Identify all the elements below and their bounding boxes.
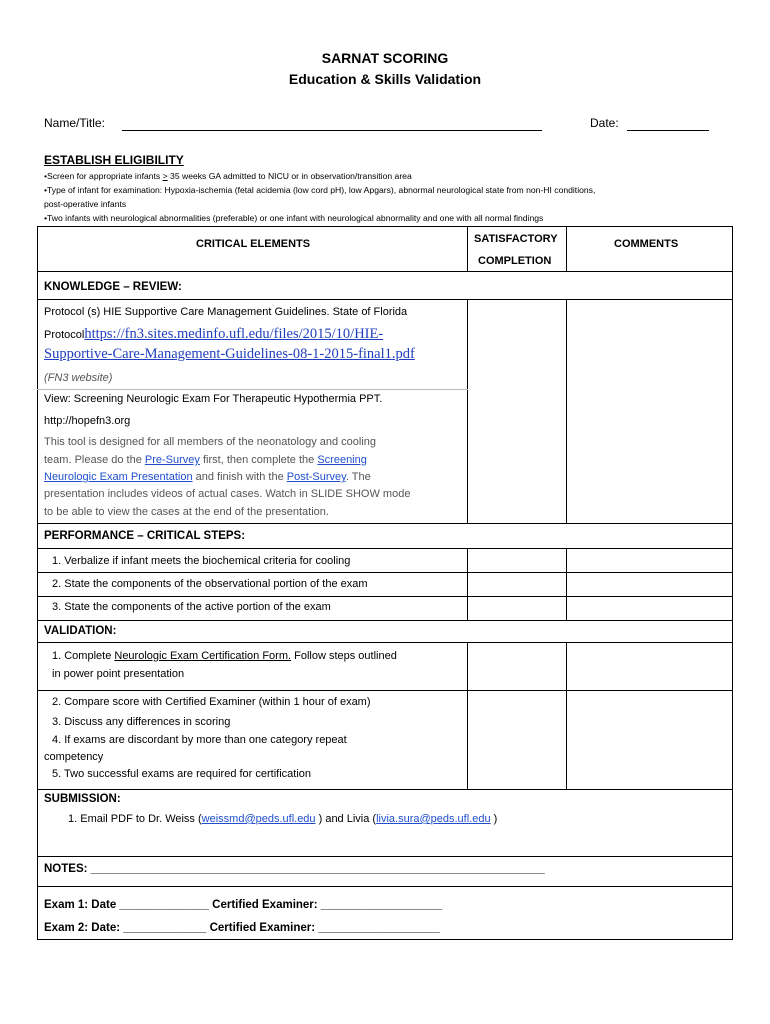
presentation-link[interactable]: Neurologic Exam Presentation: [44, 471, 193, 483]
date-field[interactable]: [627, 117, 709, 131]
view-ppt-line: View: Screening Neurologic Exam For Therapeutic Hypothermia PPT.: [44, 393, 383, 405]
notes-line[interactable]: NOTES: _______________________________________________________________________: [44, 863, 545, 875]
validation-step-1-cont: in power point presentation: [52, 668, 185, 680]
tool-description-4: presentation includes videos of actual cases. Watch in SLIDE SHOW mode: [44, 488, 411, 500]
performance-heading: PERFORMANCE – CRITICAL STEPS:: [44, 530, 246, 542]
validation-step-4: 4. If exams are discordant by more than one category repeat: [52, 734, 347, 746]
weiss-email-link[interactable]: weissmd@peds.ufl.edu: [201, 813, 316, 825]
eligibility-bullet-3: •Two infants with neurological abnormalities (preferable) or one infant with neurological abnormality and one with all normal findings: [44, 213, 544, 223]
validation-step-3: 3. Discuss any differences in scoring: [52, 716, 231, 728]
protocol-link-line: Protocolhttps://fn3.sites.medinfo.ufl.edu/files/2015/10/HIE-: [44, 326, 384, 342]
submission-heading: SUBMISSION:: [44, 793, 121, 805]
tool-description-5: to be able to view the cases at the end of the presentation.: [44, 506, 329, 518]
exam-1-line[interactable]: Exam 1: Date ______________ Certified Examiner: ___________________: [44, 899, 443, 911]
name-title-field[interactable]: [122, 117, 542, 131]
pre-survey-link[interactable]: Pre-Survey: [144, 454, 200, 466]
protocol-link-cont[interactable]: Supportive-Care-Management-Guidelines-08-1-2015-final1.pdf: [44, 346, 415, 362]
col-completion: COMPLETION: [478, 255, 552, 267]
validation-step-2: 2. Compare score with Certified Examiner (within 1 hour of exam): [52, 696, 371, 708]
name-title-label: Name/Title:: [44, 116, 105, 130]
date-label: Date:: [590, 116, 619, 130]
eligibility-heading: ESTABLISH ELIGIBILITY: [44, 153, 184, 167]
livia-email-link[interactable]: livia.sura@peds.ufl.edu: [376, 813, 491, 825]
page-subtitle: Education & Skills Validation: [288, 71, 482, 87]
knowledge-heading: KNOWLEDGE – REVIEW:: [44, 281, 182, 293]
eligibility-bullet-2-cont: post-operative infants: [44, 199, 127, 209]
col-satisfactory: SATISFACTORY: [474, 233, 558, 245]
tool-description-1: This tool is designed for all members of the neonatology and cooling: [44, 436, 377, 448]
validation-step-5: 5. Two successful exams are required for certification: [52, 768, 312, 780]
validation-step-1: 1. Complete Neurologic Exam Certification Form. Follow steps outlined: [52, 650, 397, 662]
fn3-website-note: (FN3 website): [44, 372, 113, 384]
performance-step-1: 1. Verbalize if infant meets the biochemical criteria for cooling: [52, 555, 351, 567]
tool-description-3: Neurologic Exam Presentation and finish with the Post-Survey. The: [44, 471, 371, 483]
hopefn3-url[interactable]: http://hopefn3.org: [44, 415, 131, 427]
performance-step-2: 2. State the components of the observational portion of the exam: [52, 578, 368, 590]
certification-form-link[interactable]: Neurologic Exam Certification Form.: [114, 650, 292, 662]
col-critical-elements: CRITICAL ELEMENTS: [196, 238, 311, 250]
submission-item: 1. Email PDF to Dr. Weiss (weissmd@peds.ufl.edu ) and Livia (livia.sura@peds.ufl.edu ): [68, 813, 498, 825]
performance-step-3: 3. State the components of the active portion of the exam: [52, 601, 331, 613]
exam-2-line[interactable]: Exam 2: Date: _____________ Certified Examiner: ___________________: [44, 922, 440, 934]
tool-description-2: team. Please do the Pre-Survey first, then complete the Screening: [44, 454, 367, 466]
post-survey-link[interactable]: Post-Survey: [286, 471, 346, 483]
protocol-link[interactable]: https://fn3.sites.medinfo.ufl.edu/files/2015/10/HIE-: [84, 326, 384, 342]
col-comments: COMMENTS: [614, 238, 679, 250]
eligibility-bullet-2: •Type of infant for examination: Hypoxia-ischemia (fetal acidemia (low cord pH), low Apgars), abnormal neurological state from non-HI conditions,: [44, 185, 596, 195]
eligibility-bullet-1: •Screen for appropriate infants > 35 weeks GA admitted to NICU or in observation/transition area: [44, 171, 412, 181]
protocol-line: Protocol (s) HIE Supportive Care Management Guidelines. State of Florida: [44, 306, 408, 318]
validation-heading: VALIDATION:: [44, 625, 117, 637]
page-title: SARNAT SCORING: [321, 50, 449, 66]
screening-link[interactable]: Screening: [317, 454, 367, 466]
validation-step-4-cont: competency: [44, 751, 104, 763]
